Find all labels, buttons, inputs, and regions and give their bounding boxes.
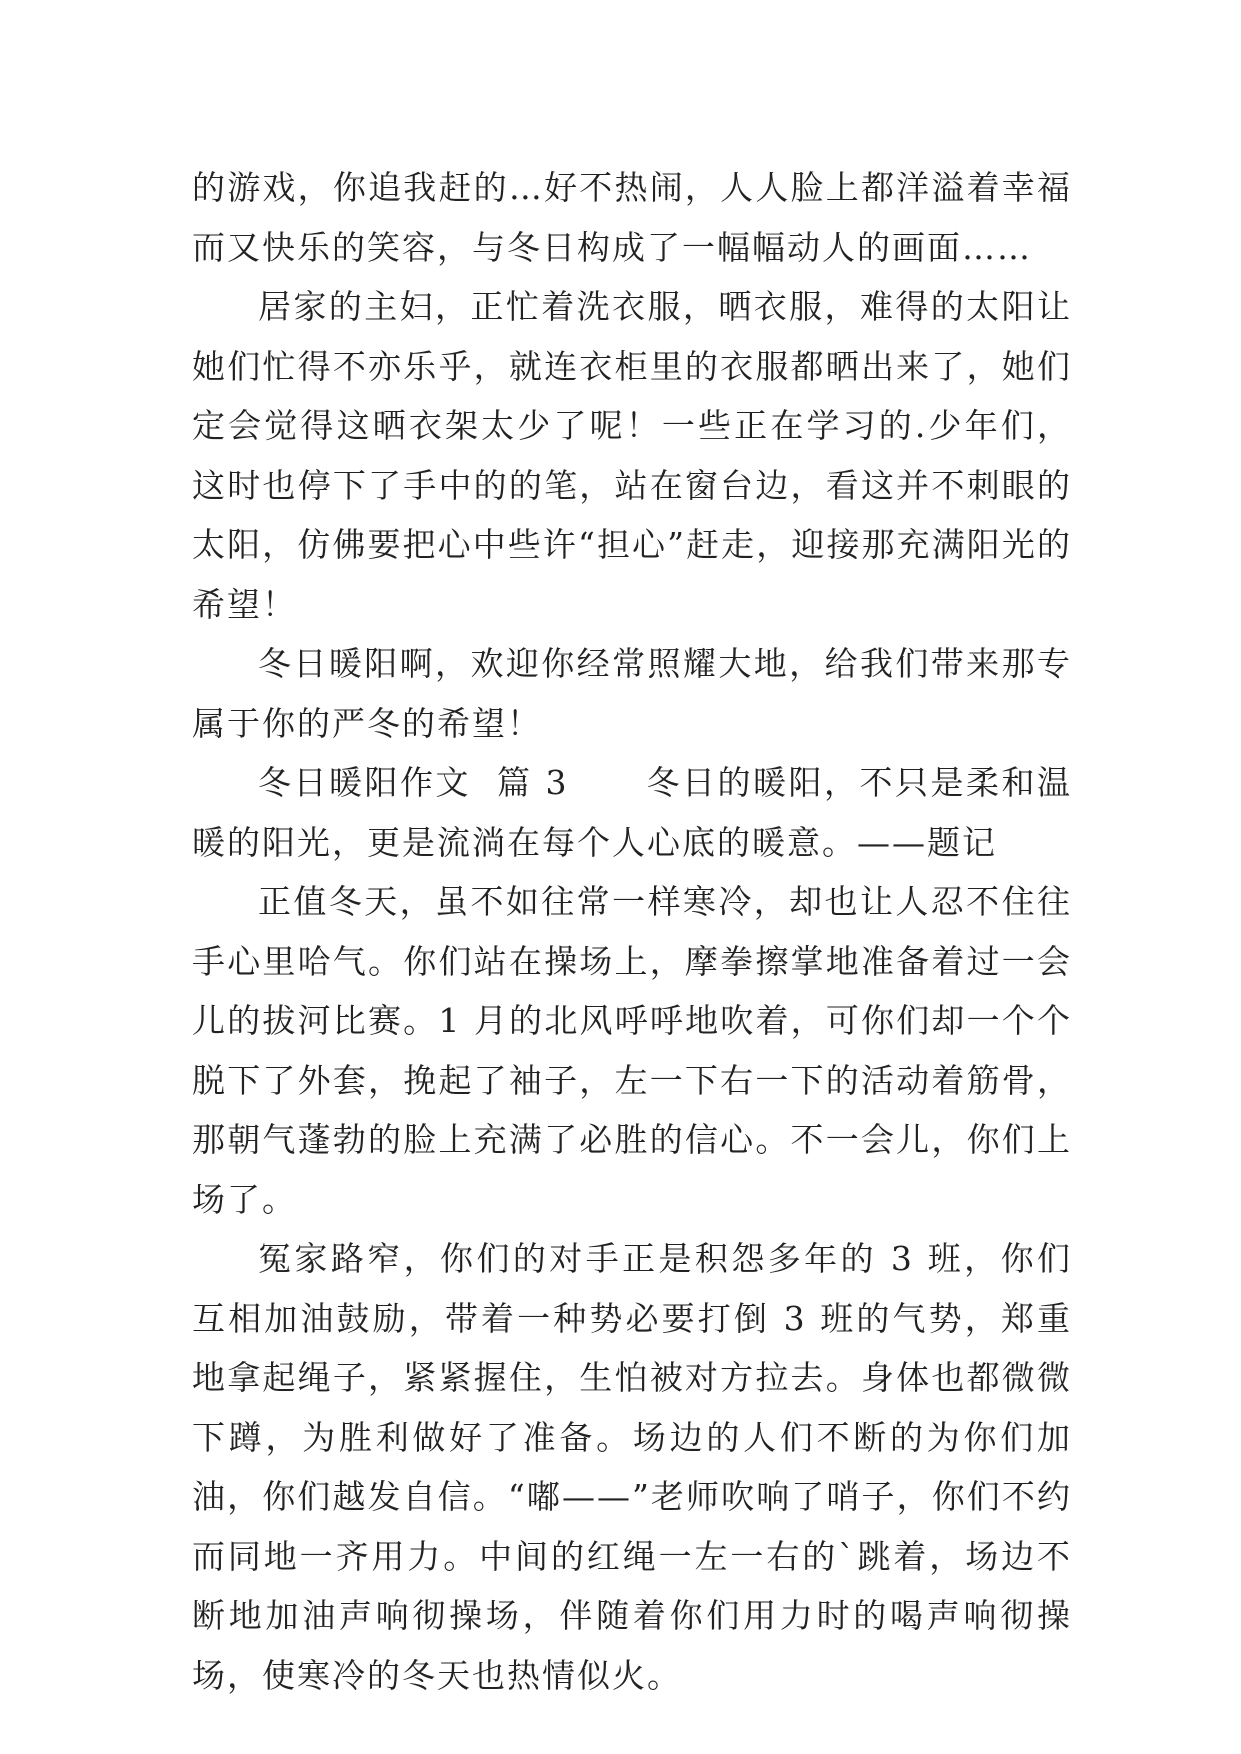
paragraph-essay-3-heading: 冬日暖阳作文 篇 3 冬日的暖阳，不只是柔和温暖的阳光，更是流淌在每个人心底的暖意。——题记 xyxy=(192,763,1072,862)
paragraph-tug-of-war-match: 冤家路窄，你们的对手正是积怨多年的 3 班，你们互相加油鼓励，带着一种势必要打倒 3 班的气势，郑重地拿起绳子，紧紧握住，生怕被对方拉去。身体也都微微下蹲，为胜利做好了准备。场边的人们不断的为你们加油，你们越发自信。“嘟——”老师吹响了哨子，你们不约而同地一齐用力。中间的红绳一左一右的`跳着，场边不断地加油声响彻操场，伴随着你们用力时的喝声响彻操场，使寒冷的冬天也热情似火。 xyxy=(192,1239,1072,1695)
document-body xyxy=(192,158,1072,1705)
paragraph-continuation: 的游戏，你追我赶的…好不热闹，人人脸上都洋溢着幸福而又快乐的笑容，与冬日构成了一幅幅动人的画面…… xyxy=(192,168,1072,267)
paragraph-winter-sun-wish: 冬日暖阳啊，欢迎你经常照耀大地，给我们带来那专属于你的严冬的希望！ xyxy=(192,644,1072,743)
paragraph-housewives: 居家的主妇，正忙着洗衣服，晒衣服，难得的太阳让她们忙得不亦乐乎，就连衣柜里的衣服都晒出来了，她们定会觉得这晒衣架太少了呢！一些正在学习的.少年们，这时也停下了手中的的笔，站在窗台边，看这并不刺眼的太阳，仿佛要把心中些许“担心”赶走，迎接那充满阳光的希望！ xyxy=(192,287,1072,624)
paragraph-tug-of-war-prep: 正值冬天，虽不如往常一样寒冷，却也让人忍不住往手心里哈气。你们站在操场上，摩拳擦掌地准备着过一会儿的拔河比赛。1 月的北风呼呼地吹着，可你们却一个个脱下了外套，挽起了袖子，左一下右一下的活动着筋骨，那朝气蓬勃的脸上充满了必胜的信心。不一会儿，你们上场了。 xyxy=(192,882,1072,1219)
